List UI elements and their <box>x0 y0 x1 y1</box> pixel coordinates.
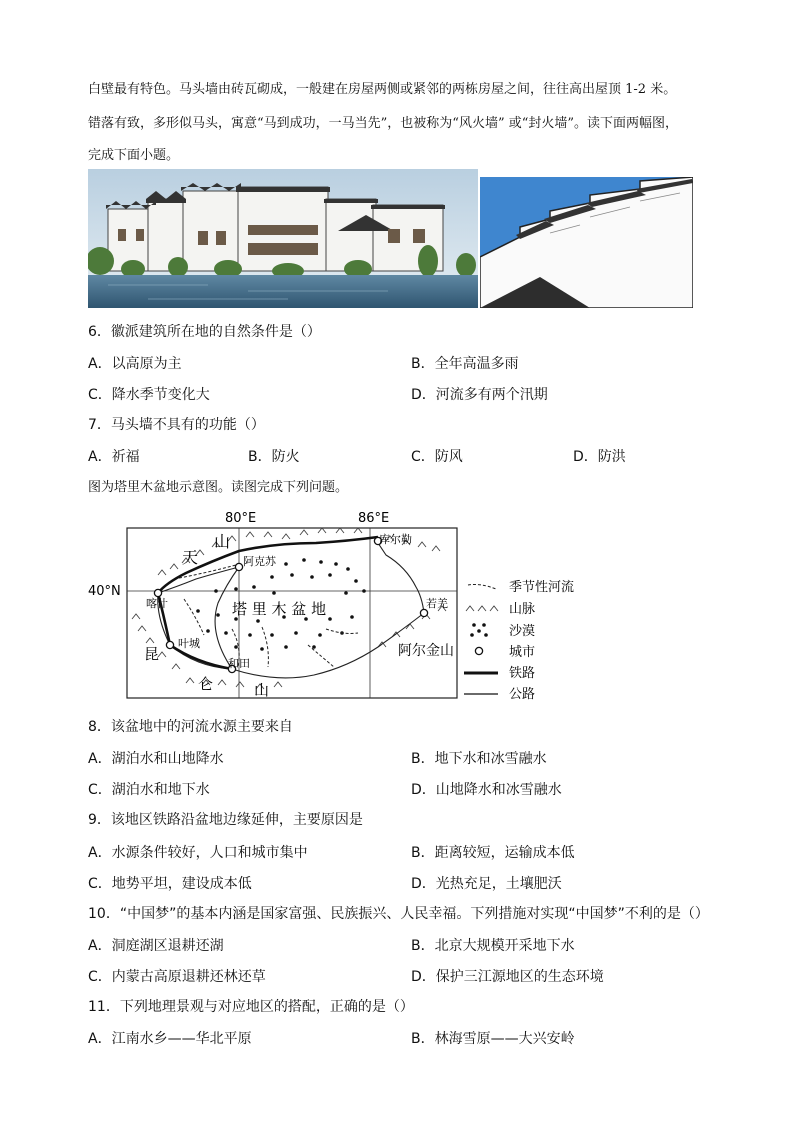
horse-head-wall-photo <box>480 177 693 308</box>
q7-option-b[interactable]: B．防火 <box>248 449 300 465</box>
city-kashgar: 喀什 <box>146 597 168 610</box>
tarim-basin-map <box>86 507 596 707</box>
q9-option-c[interactable]: C．地势平坦，建设成本低 <box>88 876 252 892</box>
question-6-stem: 6．徽派建筑所在地的自然条件是（） <box>88 324 321 340</box>
question-7-stem: 7．马头墙不具有的功能（） <box>88 417 265 433</box>
question-8-stem: 8．该盆地中的河流水源主要来自 <box>88 719 293 735</box>
intro-line-1: 白壁最有特色。马头墙由砖瓦砌成，一般建在房屋两侧或紧邻的两栋房屋之间，往往高出屋顶 1-2 米。 <box>88 82 677 97</box>
intro-line-3: 完成下面小题。 <box>88 148 180 163</box>
q11-option-a[interactable]: A．江南水乡——华北平原 <box>88 1031 252 1047</box>
question-10-stem: 10．“中国梦”的基本内涵是国家富强、民族振兴、人民幸福。下列措施对实现“中国梦”不利的是（） <box>88 906 709 922</box>
huizhou-building-photo <box>88 169 478 308</box>
legend-road: 公路 <box>509 687 536 702</box>
legend-river-symbol <box>468 585 496 590</box>
legend-mountain: 山脉 <box>509 602 536 617</box>
q11-option-b[interactable]: B．林海雪原——大兴安岭 <box>411 1031 575 1047</box>
legend-city: 城市 <box>509 645 536 660</box>
q8-option-d[interactable]: D．山地降水和冰雪融水 <box>411 782 562 798</box>
q9-option-d[interactable]: D．光热充足，土壤肥沃 <box>411 876 562 892</box>
q10-option-c[interactable]: C．内蒙古高原退耕还林还草 <box>88 969 266 985</box>
q7-option-d[interactable]: D．防洪 <box>573 449 626 465</box>
legend-mountain-symbol <box>466 606 498 611</box>
q6-option-b[interactable]: B．全年高温多雨 <box>411 356 519 372</box>
kunlun-label-1: 昆 <box>144 645 160 663</box>
legend-desert: 沙漠 <box>509 624 536 639</box>
tianshan-label-1: 天 <box>182 548 199 567</box>
altun-label: 阿尔金山 <box>398 643 454 659</box>
q6-option-c[interactable]: C．降水季节变化大 <box>88 387 210 403</box>
question-9-stem: 9．该地区铁路沿盆地边缘延伸，主要原因是 <box>88 812 363 828</box>
kunlun-label-2: 仑 <box>198 675 214 693</box>
q8-option-b[interactable]: B．地下水和冰雪融水 <box>411 751 547 767</box>
legend-city-symbol <box>475 647 482 654</box>
lat-40-label: 40°N <box>88 584 121 599</box>
q6-option-d[interactable]: D．河流多有两个汛期 <box>411 387 548 403</box>
q9-option-a[interactable]: A．水源条件较好，人口和城市集中 <box>88 845 308 861</box>
basin-label: 塔 里 木 盆 地 <box>232 600 327 618</box>
q7-option-c[interactable]: C．防风 <box>411 449 463 465</box>
city-hotan: 和田 <box>228 657 250 670</box>
lon-86-label: 86°E <box>358 511 390 526</box>
q8-option-a[interactable]: A．湖泊水和山地降水 <box>88 751 224 767</box>
lon-80-label: 80°E <box>225 511 257 526</box>
intro-line-2: 错落有致，多形似马头，寓意“马到成功，一马当先”，也被称为“风火墙” 或“封火墙”。读下面两幅图， <box>88 116 679 131</box>
question-11-stem: 11．下列地理景观与对应地区的搭配，正确的是（） <box>88 999 414 1015</box>
city-korla: 库尔勒 <box>379 533 412 546</box>
q8-option-c[interactable]: C．湖泊水和地下水 <box>88 782 210 798</box>
map-legend <box>464 579 574 702</box>
q7-option-a[interactable]: A．祈福 <box>88 449 140 465</box>
q10-option-b[interactable]: B．北京大规模开采地下水 <box>411 938 575 954</box>
tianshan-label-2: 山 <box>214 532 231 551</box>
city-aksu: 阿克苏 <box>243 555 276 568</box>
city-yecheng: 叶城 <box>178 637 200 650</box>
kunlun-label-3: 山 <box>254 681 270 699</box>
legend-river: 季节性河流 <box>509 580 575 595</box>
q10-option-d[interactable]: D．保护三江源地区的生态环境 <box>411 969 604 985</box>
map-intro: 图为塔里木盆地示意图。读图完成下列问题。 <box>88 480 349 495</box>
city-ruoqiang: 若羌 <box>426 597 448 610</box>
legend-rail: 铁路 <box>509 666 536 681</box>
legend-desert-symbol <box>470 623 488 637</box>
q9-option-b[interactable]: B．距离较短，运输成本低 <box>411 845 575 861</box>
q6-option-a[interactable]: A．以高原为主 <box>88 356 182 372</box>
q10-option-a[interactable]: A．洞庭湖区退耕还湖 <box>88 938 224 954</box>
